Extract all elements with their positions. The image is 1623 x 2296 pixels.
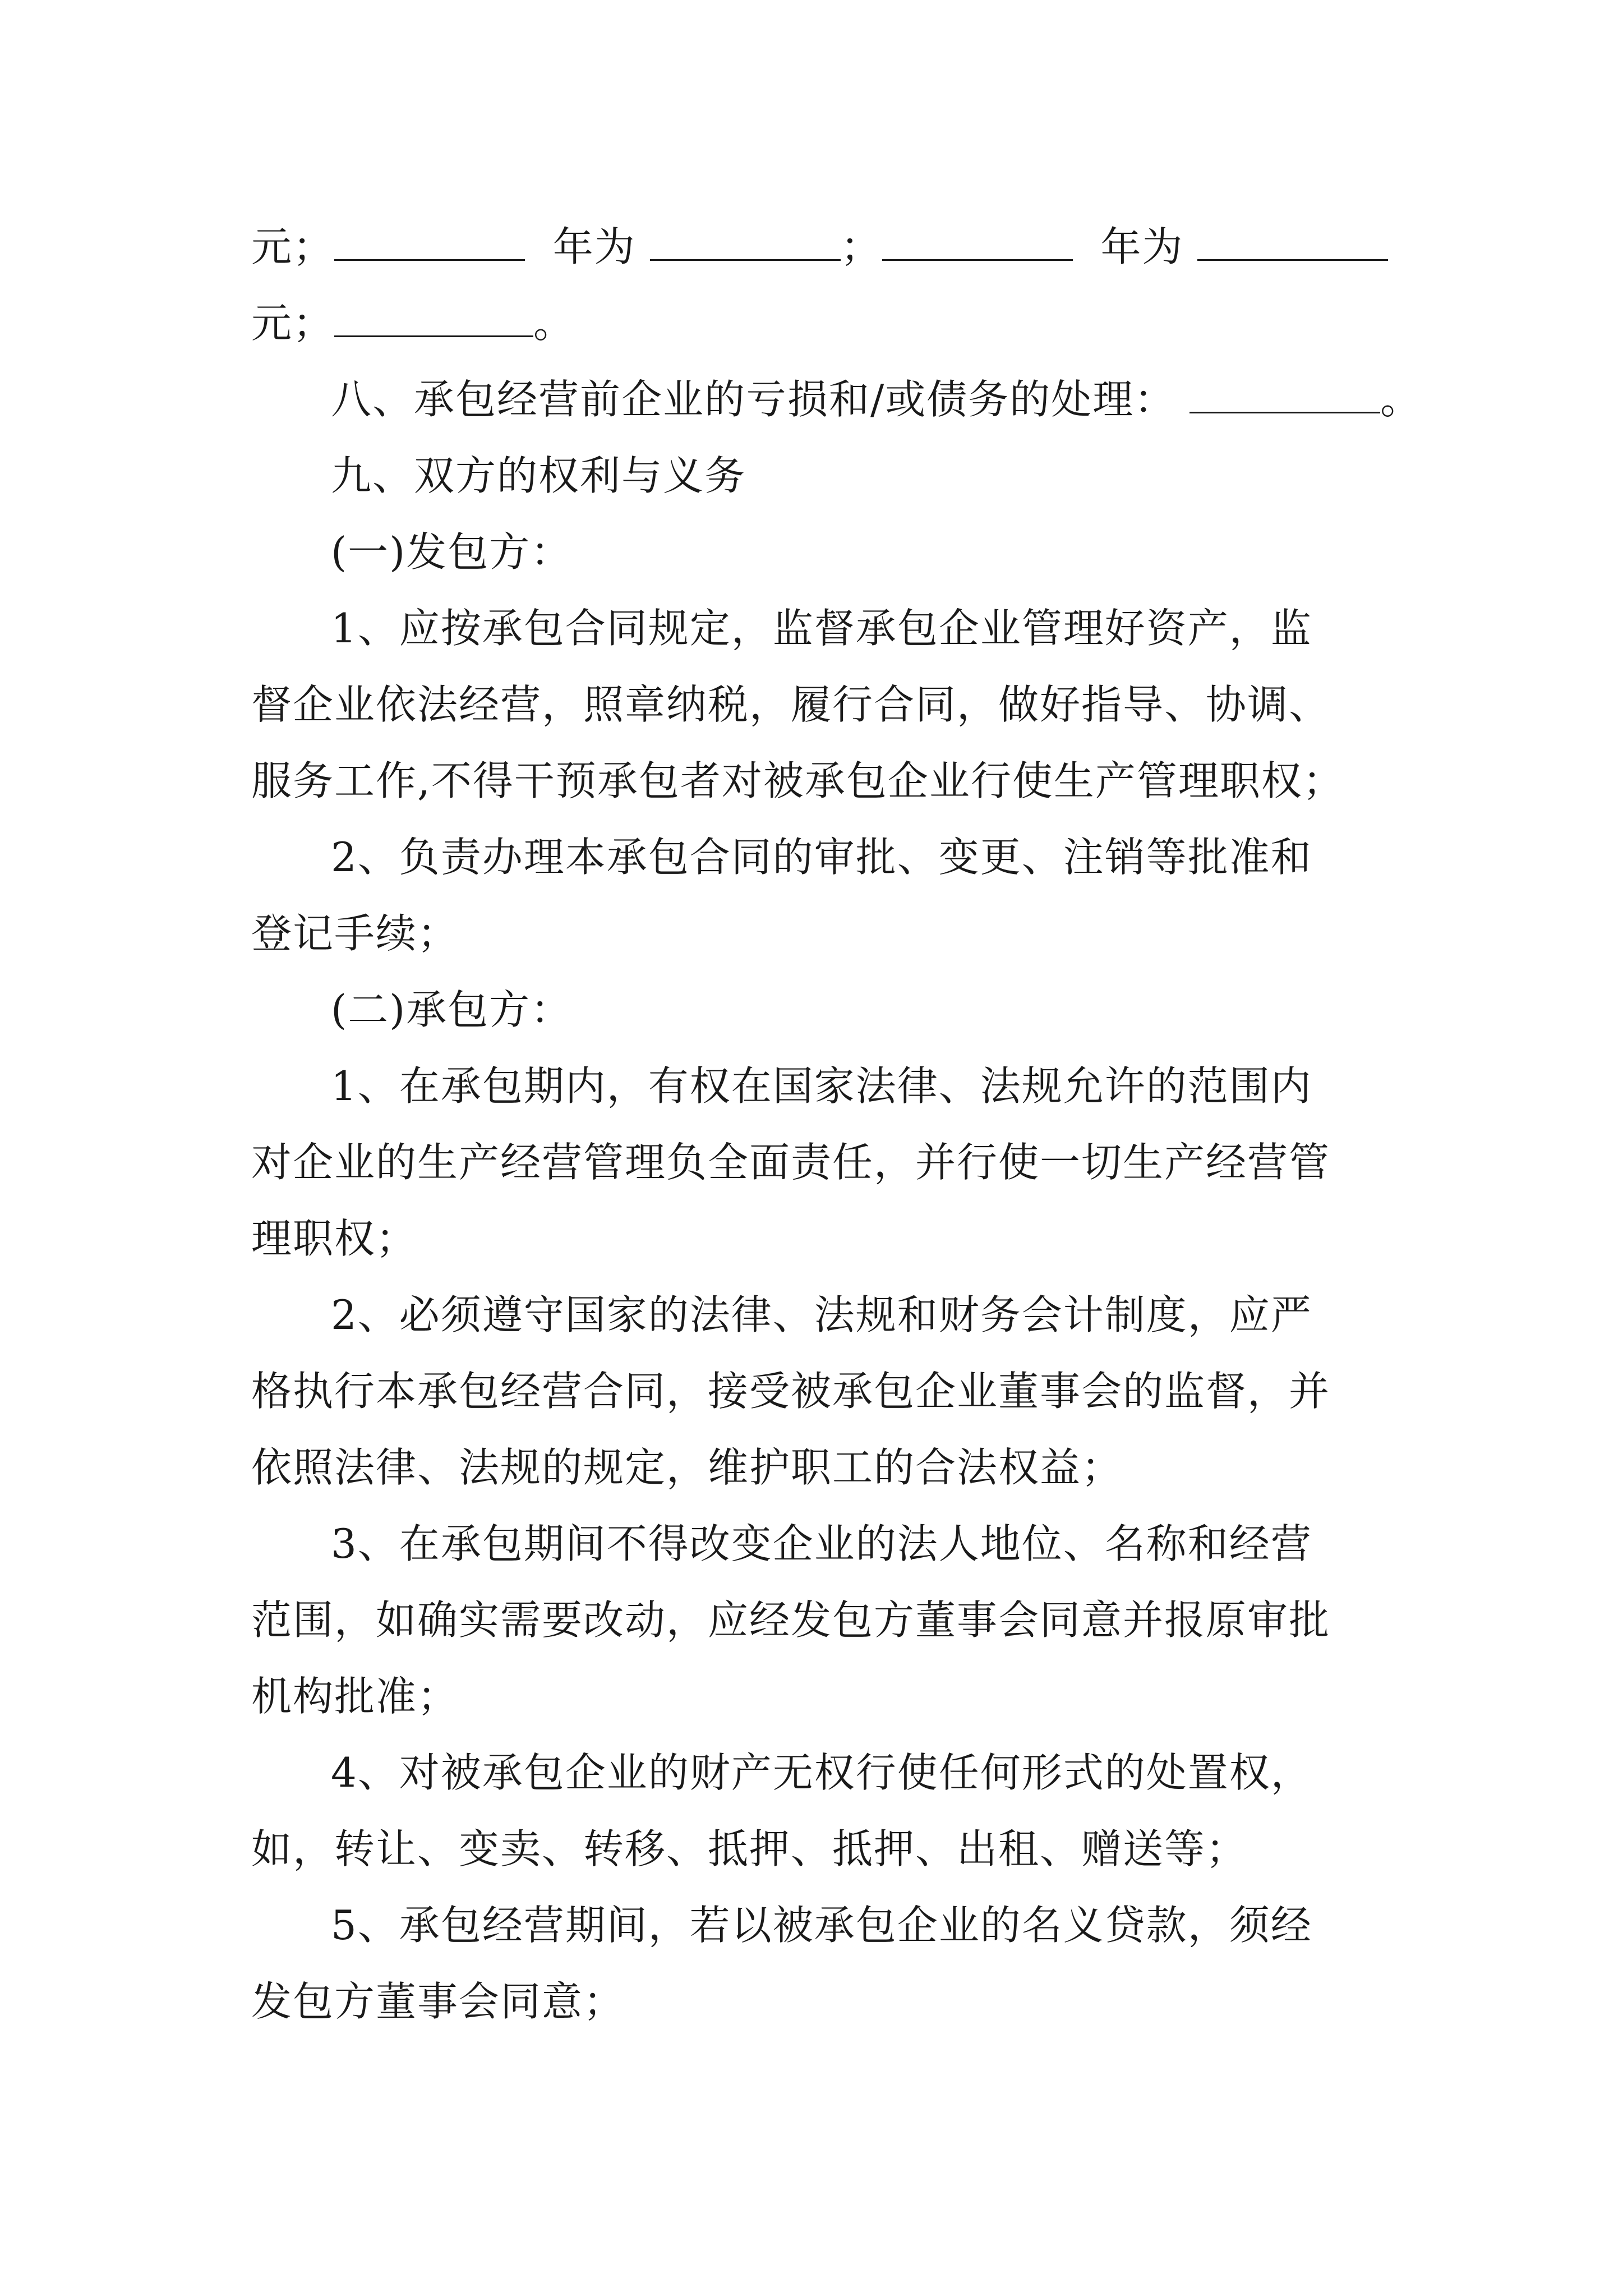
paragraph-line: 3、在承包期间不得改变企业的法人地位、名称和经营 (331, 1520, 1312, 1567)
paragraph-line: 5、承包经营期间，若以被承包企业的名义贷款，须经 (331, 1902, 1312, 1949)
paragraph-line: 1、在承包期内，有权在国家法律、法规允许的范围内 (331, 1062, 1312, 1110)
text-segment: 八、承包经营前企业的亏损和/或债务的处理： (331, 376, 1176, 423)
blank-field[interactable] (334, 302, 533, 337)
paragraph-line: 1、应按承包合同规定，监督承包企业管理好资产，监 (331, 605, 1312, 652)
paragraph-line: 如，转让、变卖、转移、抵押、抵押、出租、赠送等； (251, 1825, 1248, 1872)
paragraph-line: 2、必须遵守国家的法律、法规和财务会计制度，应严 (331, 1291, 1312, 1338)
clause-9-heading: 九、双方的权利与义务 (331, 452, 746, 499)
paragraph-line: 格执行本承包经营合同，接受被承包企业董事会的监督，并 (251, 1368, 1331, 1415)
clause-8 (331, 372, 1469, 426)
paragraph-line: 理职权； (251, 1215, 418, 1262)
blank-field[interactable] (650, 226, 841, 261)
paragraph-line: 范围，如确实需要改动，应经发包方董事会同意并报原审批 (251, 1596, 1331, 1644)
blank-field[interactable] (1197, 226, 1388, 261)
text-segment: 元； (251, 300, 335, 347)
blank-field[interactable] (334, 226, 525, 261)
paragraph-line: 4、对被承包企业的财产无权行使任何形式的处置权， (331, 1749, 1312, 1796)
section-employer-heading: (一)发包方： (331, 528, 573, 576)
text-segment: 元； (251, 223, 335, 270)
paragraph-line: 发包方董事会同意； (251, 1978, 625, 2025)
blank-field[interactable] (882, 226, 1073, 261)
text-segment: ； (840, 223, 882, 270)
text-segment: 年为 (1100, 223, 1184, 270)
paragraph-line: 依照法律、法规的规定，维护职工的合法权益； (251, 1444, 1123, 1491)
paragraph-line: 登记手续； (251, 910, 459, 957)
paragraph-line: 督企业依法经营，照章纳税，履行合同，做好指导、协调、 (251, 681, 1331, 728)
paragraph-line: 服务工作,不得干预承包者对被承包企业行使生产管理职权； (251, 757, 1344, 804)
paragraph-line: 对企业的生产经营管理负全面责任，并行使一切生产经营管 (251, 1139, 1331, 1186)
text-segment: 。 (533, 300, 575, 347)
paragraph-line: 机构批准； (251, 1673, 459, 1720)
year-amount-line-2 (251, 296, 1390, 350)
year-amount-line-1 (251, 220, 1390, 274)
text-segment: 。 (1380, 376, 1422, 423)
text-segment: 年为 (552, 223, 636, 270)
paragraph-line: 2、负责办理本承包合同的审批、变更、注销等批准和 (331, 834, 1312, 881)
blank-field[interactable] (1189, 378, 1380, 413)
section-contractor-heading: (二)承包方： (331, 986, 573, 1033)
